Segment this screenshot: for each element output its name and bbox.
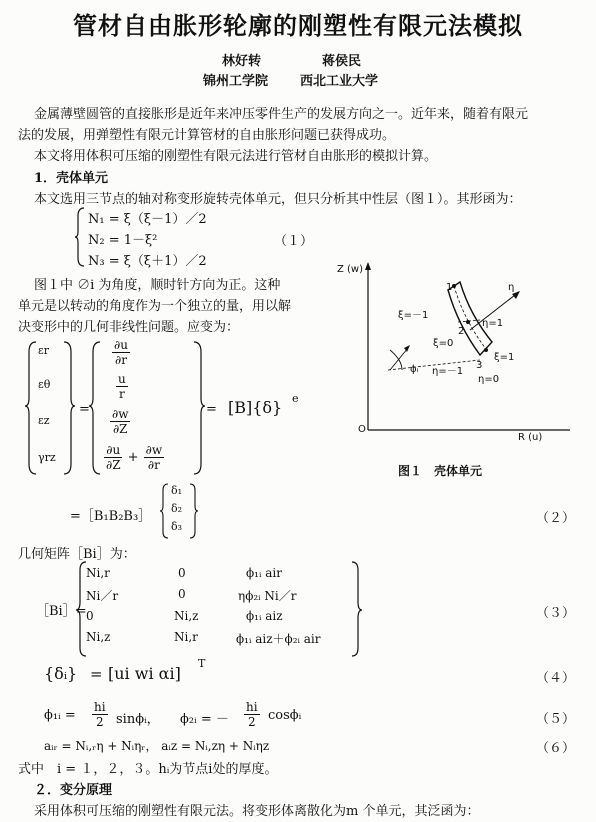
strain-equals-2: =	[206, 402, 217, 417]
phi-angle-label: ϕᵢ	[410, 364, 419, 375]
eq4-rhs: [ui wi αi]	[108, 664, 181, 683]
eq5-cos: cosϕᵢ	[268, 708, 302, 723]
node-1-icon	[452, 284, 456, 288]
b-matrix-expansion: =［B₁B₂B₃］	[70, 509, 152, 524]
eq5-fraction-2: $\frac{hi}{2}$	[246, 700, 258, 729]
section-2-text: 采用体积可压缩的刚塑性有限元法。将变形体离散化为m 个单元，其泛函为：	[34, 804, 480, 819]
eta-0-label: η=0	[478, 374, 500, 385]
shape-function-n2: N₂ = 1－ξ²	[88, 233, 158, 248]
strain-term-4: $\frac{\partial u}{\partial Z}$ + $\frac{\partial w}{\partial r}$	[106, 443, 163, 472]
equation-note: 式中 i = １，２，３。hᵢ为节点i处的厚度。	[18, 762, 278, 777]
section-1-paragraph-line3: 决变形中的几何非线性问题。应变为：	[18, 320, 240, 335]
eta-label: η	[508, 282, 515, 293]
matrix-r4c1: Ni,z	[86, 630, 111, 644]
eq5-phi2: ϕ₂ᵢ = －	[180, 712, 229, 727]
intro-paragraph-line2: 法的发展，用弹塑性有限元计算管材的自由胀形问题已获得成功。	[18, 128, 396, 143]
eq6-text: aᵢᵣ = Nᵢ,ᵣη + Nᵢηᵣ， aᵢz = Nᵢ,zη + Nᵢηz	[44, 739, 270, 753]
strain-term-2: $\frac{u}{r}$	[118, 372, 126, 401]
matrix-r2c1: Ni／r	[86, 589, 119, 603]
matrix-r1c3: ϕ₁ᵢ air	[246, 566, 282, 580]
affiliation-1: 锦州工学院	[203, 74, 269, 89]
figure-caption: 图１ 壳体单元	[398, 464, 483, 478]
geometry-matrix-braces	[76, 560, 366, 660]
equation-number-2: （２）	[536, 511, 576, 526]
node-2-icon	[466, 320, 470, 324]
section-1-heading: 1．壳体单元	[34, 171, 109, 186]
strain-eps-r: εr	[38, 344, 49, 357]
xi-minus-1-label: ξ=－1	[398, 310, 429, 321]
equation-number-3: （３）	[536, 606, 576, 621]
shape-function-brace	[74, 206, 86, 268]
z-axis-arrow-icon	[365, 262, 371, 270]
matrix-r2c2: 0	[178, 587, 186, 601]
section-1-paragraph-line1: 图１中 ∅i 为角度，顺时针方向为正。这种	[34, 278, 281, 293]
r-axis-label: R (u)	[518, 432, 543, 443]
delta-1: δ₁	[171, 484, 183, 497]
strain-eps-z: εz	[38, 414, 50, 427]
geometry-matrix-label: 几何矩阵［Bi］为：	[18, 547, 136, 562]
author-1: 林好转	[222, 54, 262, 69]
matrix-r3c1: 0	[86, 609, 94, 623]
matrix-r1c2: 0	[178, 566, 186, 580]
strain-eps-theta: εθ	[38, 378, 51, 391]
eq5-fraction-1: $\frac{hi}{2}$	[94, 700, 106, 729]
section-1-text: 本文选用三节点的轴对称变形旋转壳体单元，但只分析其中性层（图１）。其形函为：	[34, 192, 522, 207]
geometry-matrix-lhs: ［Bi］=	[36, 604, 87, 619]
strain-b-delta: [B]{δ}	[228, 398, 283, 417]
intro-paragraph-2: 本文将用体积可压缩的刚塑性有限元法进行管材自由胀形的模拟计算。	[34, 149, 438, 164]
eq4-lhs: {δᵢ}	[44, 664, 78, 683]
node-3-icon	[484, 348, 488, 352]
eta-1-label: η=1	[482, 318, 504, 329]
delta-3: δ₃	[171, 520, 183, 533]
node-2-label: 2	[458, 326, 465, 337]
xi-1-label: ξ=1	[494, 352, 515, 363]
matrix-r1c1: Ni,r	[86, 566, 110, 580]
eta-minus-1-label: η=－1	[432, 366, 464, 377]
matrix-r3c2: Ni,z	[174, 609, 199, 623]
author-2: 蒋侯民	[322, 54, 362, 69]
shell-element-figure	[330, 250, 580, 450]
eq4-equals: =	[90, 665, 103, 683]
matrix-r3c3: ϕ₁ᵢ aiz	[246, 609, 283, 623]
z-axis-label: Z (w)	[337, 264, 364, 275]
intro-paragraph-line1: 金属薄壁圆管的直接胀形是近年来冲压零件生产的发展方向之一。近年来，随着有限元	[34, 107, 529, 122]
equation-number-5: （５）	[536, 712, 576, 727]
shape-function-n3: N₃ = ξ（ξ＋1）／2	[88, 254, 207, 269]
strain-term-3: $\frac{\partial w}{\partial Z}$	[112, 407, 129, 436]
eq5-phi1: ϕ₁ᵢ =	[44, 708, 76, 723]
paper-title: 管材自由胀形轮廓的刚塑性有限元法模拟	[73, 12, 523, 40]
shape-function-n1: N₁ = ξ（ξ－1）／2	[88, 212, 207, 227]
strain-equals: =	[79, 402, 90, 417]
strain-gamma-rz: γrz	[38, 451, 56, 464]
section-1-paragraph-line2: 单元是以转动的角度作为一个独立的量，用以解	[18, 299, 292, 314]
equation-number-4: （４）	[536, 671, 576, 686]
section-2-heading: ２．变分原理	[34, 783, 113, 798]
node-1-label: 1	[446, 282, 453, 293]
matrix-r4c3: ϕ₁ᵢ aiz＋ϕ₂ᵢ air	[236, 632, 321, 646]
eq5-sin: sinϕᵢ，	[116, 712, 160, 727]
strain-term-1: $\frac{\partial u}{\partial r}$	[114, 338, 128, 367]
equation-number-1: （１）	[274, 234, 314, 249]
matrix-r4c2: Ni,r	[174, 630, 198, 644]
affiliation-2: 西北工业大学	[300, 74, 379, 89]
origin-label: O	[358, 424, 366, 435]
eq4-transpose: T	[198, 657, 206, 670]
matrix-r2c3: ηϕ₂ᵢ Ni／r	[238, 589, 297, 603]
delta-2: δ₂	[171, 502, 183, 515]
strain-superscript-e: e	[292, 392, 299, 405]
equation-number-6: （６）	[536, 741, 576, 756]
xi-0-label: ξ=0	[433, 338, 454, 349]
node-3-label: 3	[476, 360, 483, 371]
